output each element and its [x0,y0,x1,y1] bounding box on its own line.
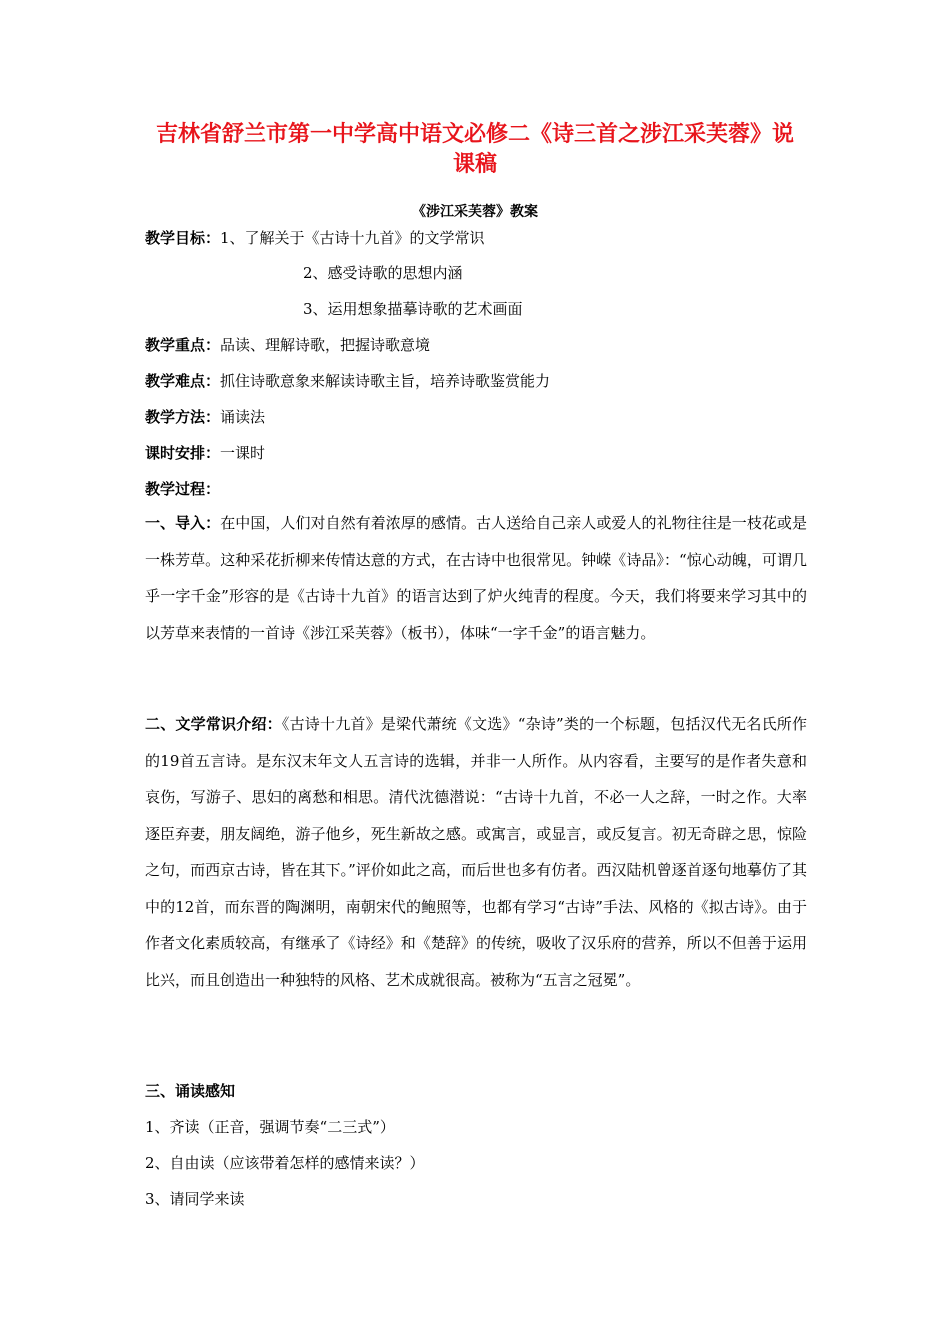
key-points-row [145,333,430,357]
goal-2: 2、感受诗歌的思想内涵 [303,264,463,282]
method-row [145,405,265,429]
literature-paragraph [145,706,807,998]
lesson-plan-subtitle: 《涉江采芙蓉》教案 [412,204,538,220]
difficulty-text: 抓住诗歌意象来解读诗歌主旨，培养诗歌鉴赏能力 [220,372,551,390]
recite-step-3: 3、请同学来读 [145,1190,245,1208]
recite-step-1: 1、齐读（正音，强调节奏“二三式”） [145,1118,395,1136]
goal-3: 3、运用想象描摹诗歌的艺术画面 [303,300,523,318]
document-title [140,120,810,180]
difficulty-label: 教学难点： [145,372,221,390]
intro-label: 一、导入： [145,514,221,532]
goal-1: 1、了解关于《古诗十九首》的文学常识 [220,229,485,247]
literature-label: 二、文学常识介绍： [145,715,282,733]
goals-label: 教学目标： [145,229,221,247]
schedule-row [145,441,265,465]
process-label: 教学过程： [145,480,221,498]
method-text: 诵读法 [220,408,266,426]
difficulty-row [145,369,550,393]
schedule-text: 一课时 [220,444,266,462]
method-label: 教学方法： [145,408,221,426]
recite-step-2: 2、自由读（应该带着怎样的感情来读？） [145,1154,425,1172]
title-line-1: 吉林省舒兰市第一中学高中语文必修二《诗三首之涉江采芙蓉》说 [155,122,794,147]
key-points-label: 教学重点： [145,336,221,354]
recite-heading [145,1079,235,1103]
goals-row [145,226,485,250]
intro-paragraph [145,505,807,651]
literature-text: 《古诗十九首》是梁代萧统《文选》“杂诗”类的一个标题，包括汉代无名氏所作的19首五言诗。是东汉末年文人五言诗的选辑，并非一人所作。从内容看，主要写的是作者失意和哀伤，写游子、思妇的离愁和相思。清代沈德潜说：“古诗十九首，不必一人之辞，一时之作。大率逐臣弃妻，朋友阔绝，游子他乡，死生新故之感。或寓言，或显言，或反复言。初无奇辟之思，惊险之句，而西京古诗，皆在其下。”评价如此之高，而后世也多有仿者。西汉陆机曾逐首逐句地摹仿了其中的12首，而东晋的陶渊明，南朝宋代的鲍照等，也都有学习“古诗”手法、风格的《拟古诗》。由于作者文化素质较高，有继承了《诗经》和《楚辞》的传统，吸收了汉乐府的营养，所以不但善于运用比兴，而且创造出一种独特的风格、艺术成就很高。被称为“五言之冠冕”。 [145,715,807,989]
process-row [145,477,220,501]
recite-label: 三、诵读感知 [145,1082,236,1100]
title-line-2: 课稿 [452,152,497,177]
schedule-label: 课时安排： [145,444,221,462]
intro-text: 在中国，人们对自然有着浓厚的感情。古人送给自己亲人或爱人的礼物往往是一枝花或是一株芳草。这种采花折柳来传情达意的方式，在古诗中也很常见。钟嵘《诗品》：“惊心动魄，可谓几乎一字千金”形容的是《古诗十九首》的语言达到了炉火纯青的程度。今天，我们将要来学习其中的以芳草来表情的一首诗《涉江采芙蓉》（板书），体味“一字千金”的语言魅力。 [145,514,807,642]
key-points-text: 品读、理解诗歌，把握诗歌意境 [220,336,431,354]
